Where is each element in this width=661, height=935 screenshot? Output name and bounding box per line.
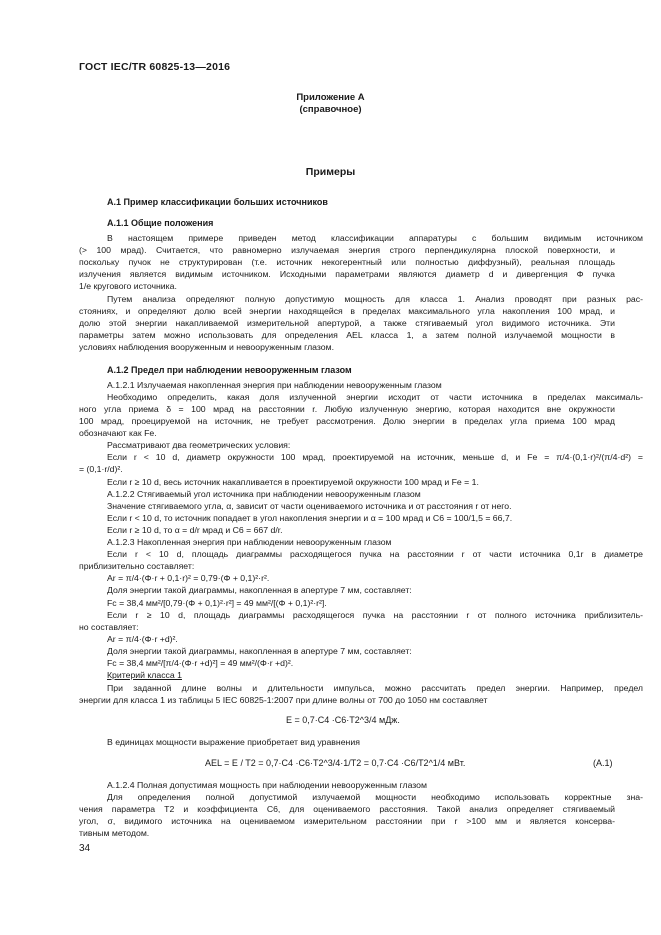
- text-line: излучения является видимым источником. Исходными параметрами являются диаметр d и дивергенция Φ пучка: [79, 269, 615, 279]
- text-line: чения параметра T2 и коэффициента C6, для оцениваемого расстояния. Такой анализ определяет стягиваемый: [79, 804, 615, 814]
- text-line: энергии для класса 1 из таблицы 5 IEC 60825-1:2007 при длине волны от 700 до 1050 нм составляет: [79, 695, 488, 705]
- text-line: долю этой энергии накапливаемой измерительной апертурой, а также стягиваемый угол видимого источника. Эти: [79, 318, 615, 328]
- text-line: Значение стягиваемого угла, α, зависит от части оцениваемого источника и от расстояния r от него.: [107, 501, 512, 511]
- text-line: А.1.2.3 Накопленная энергия при наблюдении невооруженным глазом: [107, 537, 392, 547]
- text-line: Если r ≥ 10 d, весь источник накапливается в проектируемой окружности 100 мрад и Fe = 1.: [107, 477, 479, 487]
- formula-line: Fc = 38,4 мм²/[π/4·(Φ·r +d)²] = 49 мм²/(Φ·r +d)².: [107, 658, 294, 668]
- text-line: но составляет:: [79, 622, 139, 632]
- text-line: условиях наблюдения вооруженным и невооруженным глазом.: [79, 342, 335, 352]
- section-a12-heading: А.1.2 Предел при наблюдении невооруженным глазом: [107, 365, 352, 375]
- formula-line: Ar = π/4·(Φ·r + 0,1·r)² = 0,79·(Φ + 0,1)²·r².: [107, 573, 270, 583]
- document-header: ГОСТ IEC/TR 60825-13—2016: [79, 61, 231, 73]
- text-line: А.1.2.1 Излучаемая накопленная энергия при наблюдении невооруженным глазом: [107, 380, 442, 390]
- text-line: Если r < 10 d, площадь диаграммы расходящегося пучка на расстоянии r от части источника 0,1r в диаметре: [107, 549, 643, 559]
- formula-line: Ar = π/4·(Φ·r +d)².: [107, 634, 178, 644]
- text-line: В единицах мощности выражение приобретает вид уравнения: [107, 737, 360, 747]
- text-line: Если r < 10 d, диаметр окружности 100 мрад, проектируемой на источник, меньше d, и Fe = π/4·(0,1·r)²/(π/4·d²) =: [107, 452, 643, 462]
- text-line: поскольку пучок не структурирован (т.е. источник некогерентный или полностью диффузный), реальная площадь: [79, 257, 615, 267]
- formula-line: Fc = 38,4 мм²/[0,79·(Φ + 0,1)²·r²] = 49 мм²/[(Φ + 0,1)²·r²].: [107, 598, 327, 608]
- annex-subtitle: (справочное): [299, 104, 362, 115]
- text-line: Доля энергии такой диаграммы, накопленная в апертуре 7 мм, составляет:: [107, 646, 412, 656]
- equation-number: (А.1): [593, 758, 613, 768]
- text-line: параметры затем можно использовать для определения AEL класса 1, а затем полной излучаемой мощности в: [79, 330, 615, 340]
- section-a11-heading: А.1.1 Общие положения: [107, 218, 214, 228]
- text-line: 100 мрад, проецируемой на источник, не требует рассмотрения. Долю энергии в пределах угла приема 100 мрад: [79, 416, 615, 426]
- page-title: Примеры: [305, 166, 356, 178]
- page-number: 34: [79, 843, 91, 854]
- text-line: приблизительно составляет:: [79, 561, 195, 571]
- text-line: обозначают как Fe.: [79, 428, 157, 438]
- text-line: При заданной длине волны и длительности импульса, можно рассчитать предел энергии. Например, предел: [107, 683, 643, 693]
- equation-ael: AEL = E / T2 = 0,7·C4 ·C6·T2^3/4·1/T2 = 0,7·C4 ·C6/T2^1/4 мВт.: [205, 758, 466, 768]
- text-line: = (0,1·r/d)².: [79, 464, 123, 474]
- text-line: угол, σ, видимого источника на оцениваемом измерительном расстоянии при r >100 мм и является консерва-: [79, 816, 615, 826]
- text-line: Если r ≥ 10 d, то α = d/r мрад и C6 = 667 d/r.: [107, 525, 283, 535]
- section-a1-heading: А.1 Пример классификации больших источников: [107, 197, 328, 207]
- text-line: А.1.2.2 Стягиваемый угол источника при наблюдении невооруженным глазом: [107, 489, 421, 499]
- annex-title: Приложение А: [296, 92, 365, 103]
- text-line: стояниях, и определяют долю всей энергии находящейся в пределах максимального угла накопления 100 мрад, и: [79, 306, 615, 316]
- text-line: Необходимо определить, какая доля излученной энергии исходит от части источника в пределах максималь-: [107, 392, 643, 402]
- text-line: Рассматривают два геометрических условия:: [107, 440, 291, 450]
- text-line: В настоящем примере приведен метод классификации аппаратуры с большим видимым источником: [107, 233, 643, 243]
- text-line: Если r ≥ 10 d, площадь диаграммы расходящегося пучка на расстоянии r от полного источника приблизитель-: [107, 610, 643, 620]
- text-line: Путем анализа определяют полную допустимую мощность для класса 1. Анализ проводят при разных рас-: [107, 294, 643, 304]
- subheading-class1: Критерий класса 1: [107, 670, 182, 680]
- text-line: (> 100 мрад). Считается, что равномерно излучаемая энергия строго перпендикулярна плоской поверхности, и: [79, 245, 615, 255]
- text-line: Для определения полной допустимой излучаемой мощности необходимо использовать корректные зна-: [107, 792, 643, 802]
- text-line: Если r < 10 d, то источник попадает в угол накопления энергии и α = 100 мрад и C6 = 100/1,5 = 66,7.: [107, 513, 513, 523]
- text-line: ного угла приема δ = 100 мрад на расстоянии r. Любую излученную энергию, которая находится вне окружности: [79, 404, 615, 414]
- text-line: А.1.2.4 Полная допустимая мощность при наблюдении невооруженным глазом: [107, 780, 427, 790]
- text-line: 1/e кругового источника.: [79, 281, 177, 291]
- equation-energy: E = 0,7·C4 ·C6·T2^3/4 мДж.: [286, 715, 400, 725]
- text-line: Доля энергии такой диаграммы, накопленная в апертуре 7 мм, составляет:: [107, 585, 412, 595]
- text-line: тивным методом.: [79, 828, 150, 838]
